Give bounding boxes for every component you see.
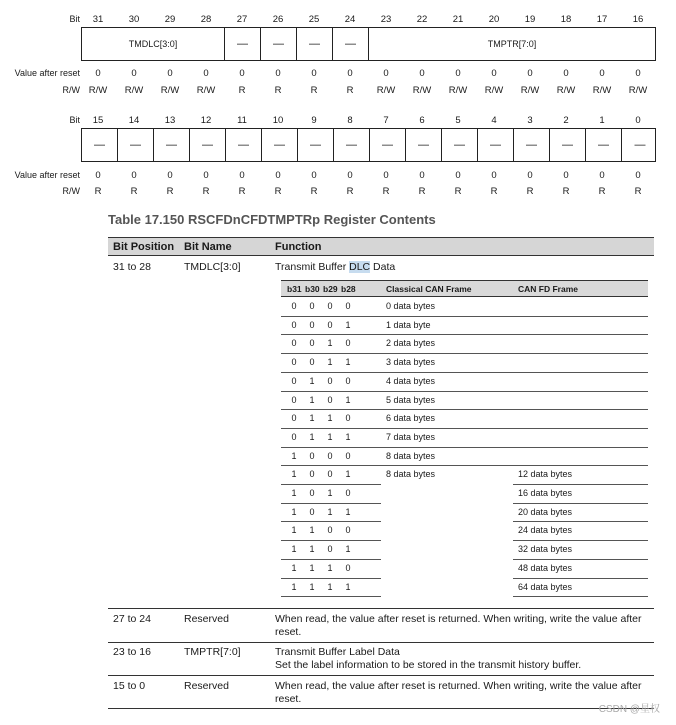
lower-bit-label: Bit xyxy=(69,115,80,125)
dlc-bit: 0 xyxy=(309,506,315,517)
reserved-bit-field: — xyxy=(370,129,406,161)
reserved-bit-field: — xyxy=(442,129,478,161)
row1-function-post: Data xyxy=(370,261,396,273)
upper-register-row xyxy=(81,27,656,61)
dlc-bit: 0 xyxy=(291,394,297,405)
dlc-bit: 0 xyxy=(345,375,351,386)
dlc-bit: 0 xyxy=(345,450,351,461)
reset-value: 0 xyxy=(491,68,497,79)
rw-value: R xyxy=(94,186,102,197)
reset-value: 0 xyxy=(347,170,353,181)
upper-bit-label: Bit xyxy=(69,14,80,24)
reset-value: 0 xyxy=(635,68,641,79)
row3-function-line1: Transmit Buffer Label Data xyxy=(275,646,400,658)
rw-value: R/W xyxy=(556,85,576,96)
dlc-classical: 5 data bytes xyxy=(386,394,436,405)
dlc-header-b31: b31 xyxy=(287,284,302,294)
upper-reset-label: Value after reset xyxy=(14,68,80,78)
row2-function-line1: When read, the value after reset is returned. When writing, write the value after xyxy=(275,613,642,625)
dlc-header-b28: b28 xyxy=(341,284,356,294)
reset-value: 0 xyxy=(95,68,101,79)
reset-value: 0 xyxy=(563,170,569,181)
bit-number: 24 xyxy=(344,14,356,25)
dlc-row-separator xyxy=(513,521,648,522)
rw-value: R xyxy=(238,85,246,96)
reset-value: 0 xyxy=(167,170,173,181)
dlc-row-separator xyxy=(281,428,648,429)
rw-value: R/W xyxy=(160,85,180,96)
rw-value: R/W xyxy=(124,85,144,96)
dlc-bit: 0 xyxy=(309,357,315,368)
dlc-bit: 1 xyxy=(345,357,351,368)
rw-value: R xyxy=(346,186,354,197)
dlc-row-separator xyxy=(281,447,648,448)
dlc-bit: 1 xyxy=(291,469,297,480)
dlc-classical: 8 data bytes xyxy=(386,469,436,480)
dlc-bit: 1 xyxy=(309,581,315,592)
dlc-bit: 1 xyxy=(309,375,315,386)
dlc-fd: 16 data bytes xyxy=(518,488,573,498)
dlc-header-classical: Classical CAN Frame xyxy=(386,284,472,294)
rw-value: R xyxy=(526,186,534,197)
rw-value: R/W xyxy=(592,85,612,96)
dlc-bit: 0 xyxy=(327,525,333,536)
rw-value: R xyxy=(310,85,318,96)
dlc-row-separator xyxy=(513,484,648,485)
dlc-bit: 1 xyxy=(327,562,333,573)
tmptr-field: TMPTR[7:0] xyxy=(487,39,537,49)
rw-value: R xyxy=(346,85,354,96)
reserved-bit-field: — xyxy=(190,129,226,161)
dlc-row-separator xyxy=(281,578,381,579)
bit-number: 1 xyxy=(599,115,605,126)
bit-number: 22 xyxy=(416,14,428,25)
dlc-bit: 0 xyxy=(327,375,333,386)
lower-rw-label: R/W xyxy=(62,186,80,196)
dlc-fd: 64 data bytes xyxy=(518,581,573,592)
reset-value: 0 xyxy=(131,170,137,181)
dlc-row-separator xyxy=(281,521,381,522)
dlc-bit: 1 xyxy=(291,450,297,461)
reset-value: 0 xyxy=(383,68,389,79)
bit-number: 6 xyxy=(419,115,425,126)
rw-value: R xyxy=(562,186,570,197)
rw-value: R xyxy=(310,186,318,197)
rw-value: R/W xyxy=(484,85,504,96)
bit-number: 14 xyxy=(128,115,140,126)
rw-value: R/W xyxy=(88,85,108,96)
reserved-bit-field: — xyxy=(550,129,586,161)
row3-position: 23 to 16 xyxy=(113,646,151,658)
bit-number: 25 xyxy=(308,14,320,25)
reserved-bit-field: — xyxy=(82,129,118,161)
reset-value: 0 xyxy=(203,68,209,79)
reserved-bit-field: — xyxy=(406,129,442,161)
lower-reset-label: Value after reset xyxy=(14,170,80,180)
reset-value: 0 xyxy=(419,170,425,181)
reserved-bit-field: — xyxy=(478,129,514,161)
dlc-bit: 1 xyxy=(291,525,297,536)
reset-value: 0 xyxy=(203,170,209,181)
dlc-bit: 0 xyxy=(327,319,333,330)
dlc-fd: 20 data bytes xyxy=(518,506,573,517)
dlc-bit: 0 xyxy=(309,301,315,311)
rw-value: R/W xyxy=(376,85,396,96)
reset-value: 0 xyxy=(455,68,461,79)
bit-number: 28 xyxy=(200,14,212,25)
reset-value: 0 xyxy=(383,170,389,181)
row1-function-pre: Transmit Buffer xyxy=(275,261,350,273)
dlc-classical: 1 data byte xyxy=(386,319,431,330)
bit-number: 18 xyxy=(560,14,572,25)
bit-number: 30 xyxy=(128,14,140,25)
dlc-header-fd: CAN FD Frame xyxy=(518,284,578,294)
dlc-bit: 1 xyxy=(345,431,351,442)
dlc-bit: 0 xyxy=(345,301,351,311)
dlc-bit: 0 xyxy=(309,488,315,498)
table-bottom-rule xyxy=(108,708,654,709)
bit-number: 26 xyxy=(272,14,284,25)
rw-value: R xyxy=(130,186,138,197)
bit-number: 12 xyxy=(200,115,212,126)
dlc-row-separator xyxy=(281,596,381,597)
dlc-bit: 1 xyxy=(327,581,333,592)
dlc-fd: 32 data bytes xyxy=(518,544,573,555)
rw-value: R xyxy=(274,186,282,197)
bit-number: 15 xyxy=(92,115,104,126)
reset-value: 0 xyxy=(455,170,461,181)
dlc-bit: 1 xyxy=(309,413,315,424)
bit-number: 31 xyxy=(92,14,104,25)
dlc-header-b30: b30 xyxy=(305,284,320,294)
reset-value: 0 xyxy=(167,68,173,79)
dlc-bit: 1 xyxy=(345,394,351,405)
dlc-header-b29: b29 xyxy=(323,284,338,294)
row3-name: TMPTR[7:0] xyxy=(184,646,241,658)
bit-number: 29 xyxy=(164,14,176,25)
row2-position: 27 to 24 xyxy=(113,613,151,625)
bit-number: 19 xyxy=(524,14,536,25)
dlc-row-separator xyxy=(281,503,381,504)
row-separator xyxy=(108,675,654,676)
dlc-row-separator xyxy=(281,559,381,560)
reset-value: 0 xyxy=(239,170,245,181)
dlc-bit: 1 xyxy=(309,525,315,536)
watermark: CSDN @星权 xyxy=(598,704,660,715)
reserved-bit-26: — xyxy=(261,28,297,60)
bit-number: 17 xyxy=(596,14,608,25)
dlc-bit: 0 xyxy=(327,544,333,555)
rw-value: R/W xyxy=(448,85,468,96)
reset-value: 0 xyxy=(275,68,281,79)
dlc-bit: 1 xyxy=(345,319,351,330)
dlc-bit: 1 xyxy=(309,562,315,573)
dlc-bit: 0 xyxy=(309,450,315,461)
dlc-bit: 1 xyxy=(309,544,315,555)
dlc-bit: 1 xyxy=(291,488,297,498)
row2-name: Reserved xyxy=(184,613,229,625)
reset-value: 0 xyxy=(419,68,425,79)
dlc-bit: 1 xyxy=(345,581,351,592)
bit-number: 7 xyxy=(383,115,389,126)
dlc-bit: 1 xyxy=(291,581,297,592)
reserved-bit-25: — xyxy=(297,28,333,60)
dlc-fd: 48 data bytes xyxy=(518,562,573,573)
row-separator xyxy=(108,642,654,643)
rw-value: R xyxy=(490,186,498,197)
dlc-bit: 1 xyxy=(327,338,333,349)
dlc-row-separator xyxy=(281,391,648,392)
bit-number: 8 xyxy=(347,115,353,126)
reserved-bit-field: — xyxy=(226,129,262,161)
reserved-bit-field: — xyxy=(586,129,622,161)
row-separator xyxy=(108,608,654,609)
row1-function xyxy=(275,261,395,273)
reserved-bit-field: — xyxy=(334,129,370,161)
dlc-bit: 0 xyxy=(309,338,315,349)
bit-number: 16 xyxy=(632,14,644,25)
reset-value: 0 xyxy=(131,68,137,79)
rw-value: R xyxy=(166,186,174,197)
rw-value: R xyxy=(418,186,426,197)
bit-number: 20 xyxy=(488,14,500,25)
row4-name: Reserved xyxy=(184,680,229,692)
dlc-bit: 1 xyxy=(291,544,297,555)
dlc-highlight: DLC xyxy=(349,261,371,273)
bit-number: 0 xyxy=(635,115,641,126)
rw-value: R/W xyxy=(196,85,216,96)
dlc-row-separator xyxy=(281,409,648,410)
bit-number: 5 xyxy=(455,115,461,126)
row2-function-line2: reset. xyxy=(275,626,302,638)
reset-value: 0 xyxy=(311,170,317,181)
dlc-bit: 0 xyxy=(291,357,297,368)
table-title: Table 17.150 RSCFDnCFDTMPTRp Register Contents xyxy=(108,212,436,227)
dlc-bit: 0 xyxy=(291,319,297,330)
dlc-row-separator xyxy=(513,559,648,560)
dlc-bit: 0 xyxy=(309,469,315,480)
rw-value: R/W xyxy=(412,85,432,96)
header-function: Function xyxy=(275,241,322,253)
dlc-bit: 0 xyxy=(327,450,333,461)
dlc-row-separator xyxy=(281,353,648,354)
row4-position: 15 to 0 xyxy=(113,680,146,692)
dlc-classical: 6 data bytes xyxy=(386,413,436,424)
reset-value: 0 xyxy=(527,170,533,181)
header-bit-name: Bit Name xyxy=(184,241,232,253)
dlc-bit: 1 xyxy=(327,413,333,424)
upper-rw-label: R/W xyxy=(62,85,80,95)
reset-value: 0 xyxy=(239,68,245,79)
dlc-row-separator xyxy=(513,578,648,579)
dlc-bit: 1 xyxy=(309,431,315,442)
reset-value: 0 xyxy=(599,68,605,79)
dlc-fd: 24 data bytes xyxy=(518,525,573,536)
reserved-bit-field: — xyxy=(634,139,646,151)
reset-value: 0 xyxy=(347,68,353,79)
dlc-bit: 0 xyxy=(309,319,315,330)
row1-name: TMDLC[3:0] xyxy=(184,261,241,273)
reset-value: 0 xyxy=(599,170,605,181)
dlc-row-separator xyxy=(513,503,648,504)
bit-number: 13 xyxy=(164,115,176,126)
dlc-bit: 0 xyxy=(327,301,333,311)
reset-value: 0 xyxy=(563,68,569,79)
rw-value: R xyxy=(598,186,606,197)
dlc-bit: 0 xyxy=(291,375,297,386)
reserved-bit-field: — xyxy=(298,129,334,161)
rw-value: R/W xyxy=(520,85,540,96)
dlc-bit: 1 xyxy=(327,506,333,517)
dlc-row-separator xyxy=(281,484,381,485)
bit-number: 4 xyxy=(491,115,497,126)
dlc-bit: 1 xyxy=(345,544,351,555)
dlc-bit: 1 xyxy=(345,506,351,517)
bit-number: 23 xyxy=(380,14,392,25)
dlc-row-separator xyxy=(513,540,648,541)
bit-number: 2 xyxy=(563,115,569,126)
row3-function-line2: Set the label information to be stored in the transmit history buffer. xyxy=(275,659,582,671)
lower-register-row xyxy=(81,128,656,162)
rw-value: R xyxy=(274,85,282,96)
rw-value: R xyxy=(634,186,642,197)
header-bit-position: Bit Position xyxy=(113,241,175,253)
row1-position: 31 to 28 xyxy=(113,261,151,273)
dlc-row-separator xyxy=(281,540,381,541)
row4-function-line1: When read, the value after reset is returned. When writing, write the value after xyxy=(275,680,642,692)
reserved-bit-field: — xyxy=(118,129,154,161)
reserved-bit-field: — xyxy=(514,129,550,161)
dlc-row-separator xyxy=(513,596,648,597)
bit-number: 9 xyxy=(311,115,317,126)
table-header xyxy=(108,237,654,256)
rw-value: R xyxy=(382,186,390,197)
rw-value: R xyxy=(238,186,246,197)
reserved-bit-24: — xyxy=(333,28,369,60)
reset-value: 0 xyxy=(95,170,101,181)
dlc-classical: 8 data bytes xyxy=(386,450,436,461)
dlc-bit: 0 xyxy=(291,413,297,424)
bit-number: 21 xyxy=(452,14,464,25)
rw-value: R xyxy=(202,186,210,197)
bit-number: 3 xyxy=(527,115,533,126)
dlc-bit: 1 xyxy=(309,394,315,405)
reserved-bit-field: — xyxy=(154,129,190,161)
dlc-bit: 1 xyxy=(291,506,297,517)
reset-value: 0 xyxy=(311,68,317,79)
dlc-bit: 0 xyxy=(345,488,351,498)
dlc-bit: 1 xyxy=(327,488,333,498)
dlc-bit: 0 xyxy=(291,431,297,442)
reserved-bit-field: — xyxy=(262,129,298,161)
row4-function-line2: reset. xyxy=(275,693,302,705)
reset-value: 0 xyxy=(491,170,497,181)
rw-value: R xyxy=(454,186,462,197)
dlc-bit: 0 xyxy=(345,525,351,536)
tmdlc-field: TMDLC[3:0] xyxy=(82,28,225,60)
dlc-bit: 1 xyxy=(345,469,351,480)
reset-value: 0 xyxy=(527,68,533,79)
dlc-table-header xyxy=(281,280,648,297)
bit-number: 27 xyxy=(236,14,248,25)
reset-value: 0 xyxy=(635,170,641,181)
dlc-classical: 7 data bytes xyxy=(386,431,436,442)
dlc-bit: 1 xyxy=(327,431,333,442)
reserved-bit-27: — xyxy=(225,28,261,60)
dlc-bit: 0 xyxy=(345,562,351,573)
dlc-row-separator xyxy=(281,334,648,335)
dlc-bit: 0 xyxy=(345,338,351,349)
dlc-row-separator xyxy=(281,465,648,466)
dlc-bit: 1 xyxy=(327,357,333,368)
bit-number: 10 xyxy=(272,115,284,126)
dlc-classical: 3 data bytes xyxy=(386,357,436,368)
dlc-bit: 0 xyxy=(291,338,297,349)
dlc-classical: 4 data bytes xyxy=(386,375,436,386)
dlc-classical: 2 data bytes xyxy=(386,338,436,349)
dlc-bit: 1 xyxy=(291,562,297,573)
reset-value: 0 xyxy=(275,170,281,181)
dlc-row-separator xyxy=(281,372,648,373)
dlc-row-separator xyxy=(281,316,648,317)
dlc-fd: 12 data bytes xyxy=(518,469,573,480)
dlc-bit: 0 xyxy=(291,301,297,311)
dlc-bit: 0 xyxy=(327,469,333,480)
bit-number: 11 xyxy=(237,115,247,126)
dlc-bit: 0 xyxy=(345,413,351,424)
dlc-bit: 0 xyxy=(327,394,333,405)
dlc-classical: 0 data bytes xyxy=(386,301,436,311)
rw-value: R/W xyxy=(628,85,648,96)
